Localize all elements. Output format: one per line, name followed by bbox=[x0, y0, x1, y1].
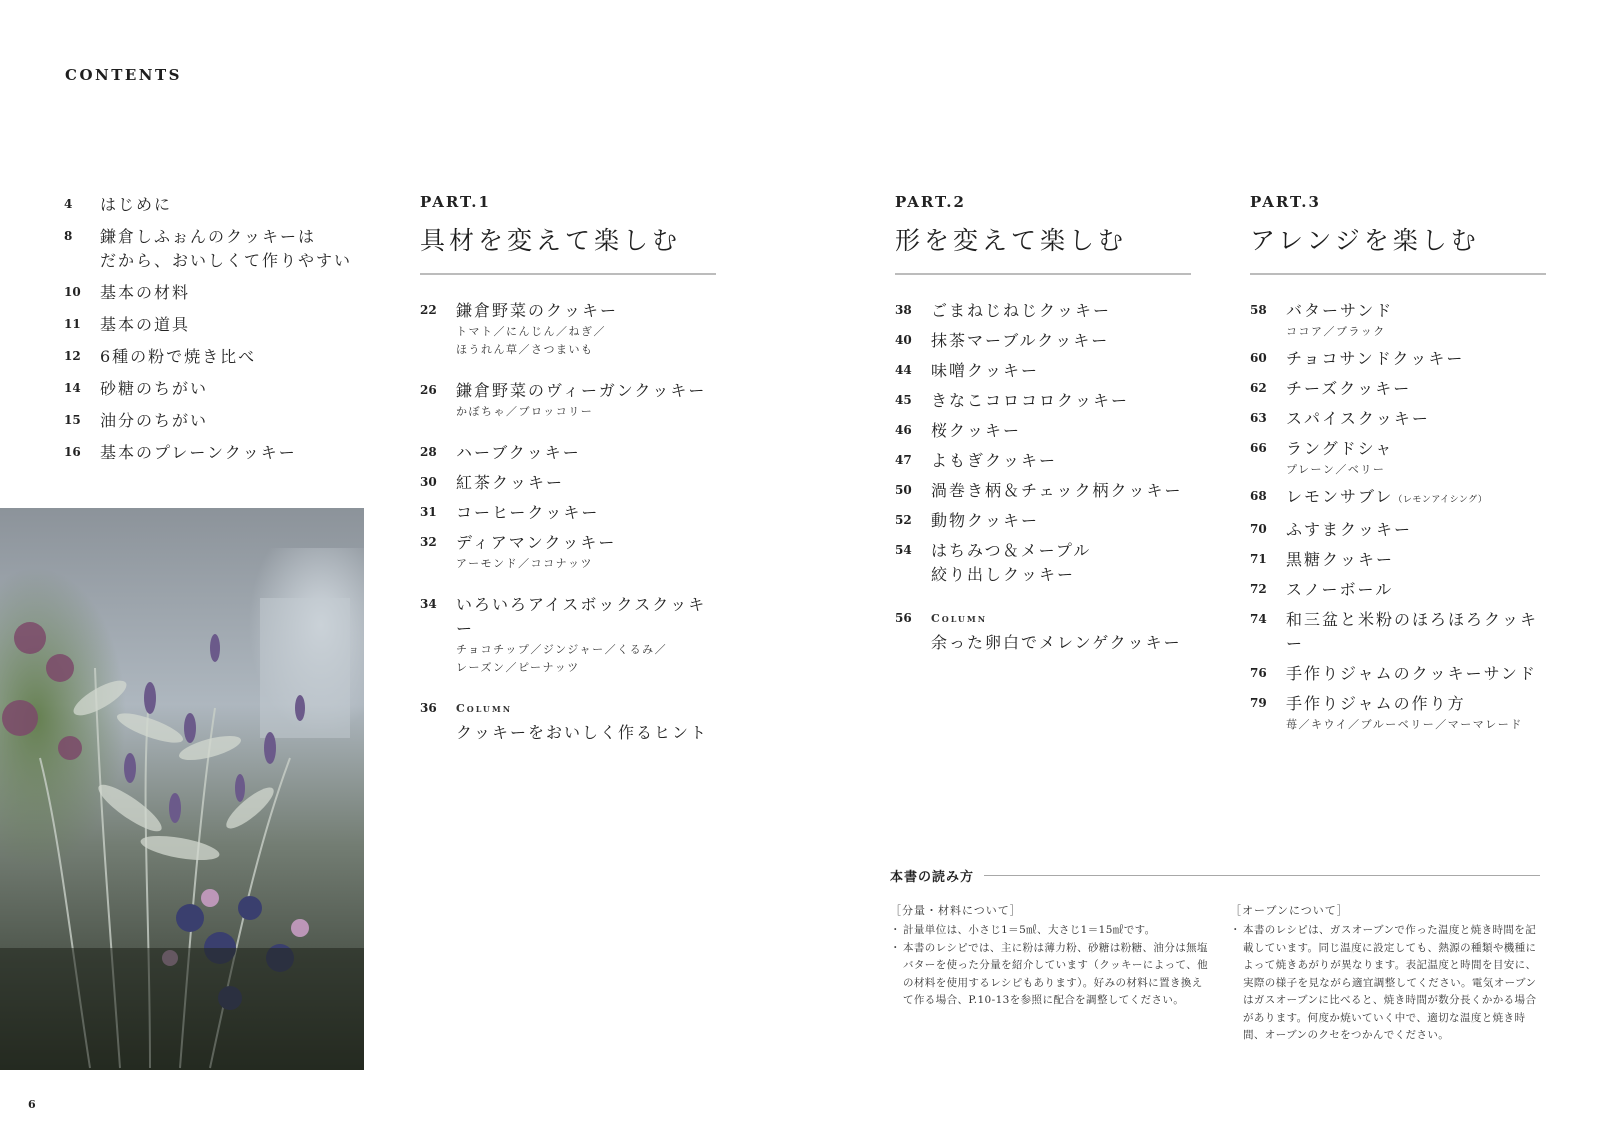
toc-page-number: 16 bbox=[64, 445, 81, 459]
toc-subtitle: 苺／キウイ／ブルーベリー／マーマレード bbox=[1286, 718, 1523, 731]
note-heading: ［分量・材料について］ bbox=[890, 904, 1022, 917]
toc-page-number: 45 bbox=[895, 393, 912, 407]
toc-title: ラングドシャ bbox=[1286, 439, 1394, 458]
part-divider bbox=[1250, 273, 1546, 275]
toc-page-number: 79 bbox=[1250, 696, 1267, 710]
page-title: CONTENTS bbox=[65, 66, 183, 84]
toc-entry[interactable] bbox=[1250, 608, 1550, 656]
toc-page-number: 46 bbox=[895, 423, 912, 437]
toc-entry[interactable] bbox=[420, 379, 720, 421]
toc-entry[interactable] bbox=[1250, 662, 1550, 686]
toc-page-number: 26 bbox=[420, 383, 437, 397]
intro-list bbox=[64, 193, 364, 473]
toc-title: よもぎクッキー bbox=[931, 451, 1058, 470]
part1-section bbox=[420, 193, 720, 751]
toc-title: 動物クッキー bbox=[931, 511, 1040, 530]
toc-page-number: 71 bbox=[1250, 552, 1267, 566]
toc-title: チーズクッキー bbox=[1286, 379, 1412, 398]
toc-title: はちみつ＆メープル bbox=[931, 541, 1092, 560]
toc-title: 基本の材料 bbox=[100, 283, 191, 302]
bullet-icon: ・ bbox=[890, 941, 901, 954]
toc-entry[interactable] bbox=[64, 225, 364, 273]
toc-entry[interactable] bbox=[895, 449, 1195, 473]
toc-page-number: 54 bbox=[895, 543, 912, 557]
toc-title: 抹茶マーブルクッキー bbox=[931, 331, 1110, 350]
toc-page-number: 32 bbox=[420, 535, 437, 549]
toc-title: 紅茶クッキー bbox=[456, 473, 565, 492]
toc-page-number: 56 bbox=[895, 611, 912, 625]
toc-title: はじめに bbox=[100, 195, 173, 214]
toc-page-number: 40 bbox=[895, 333, 912, 347]
toc-page-number: 52 bbox=[895, 513, 912, 527]
toc-page-number: 58 bbox=[1250, 303, 1267, 317]
part-divider bbox=[895, 273, 1191, 275]
toc-page-number: 4 bbox=[64, 197, 73, 211]
column-label: Column bbox=[931, 612, 988, 625]
toc-title: 鎌倉野菜のヴィーガンクッキー bbox=[456, 381, 707, 400]
note-item bbox=[890, 922, 1212, 940]
toc-subtitle: レーズン／ピーナッツ bbox=[456, 661, 580, 674]
toc-page-number: 36 bbox=[420, 701, 437, 715]
toc-title: 基本のプレーンクッキー bbox=[100, 443, 297, 462]
toc-title-line2: だから、おいしくて作りやすい bbox=[100, 251, 353, 270]
toc-title: いろいろアイスボックスクッキー bbox=[456, 595, 707, 638]
toc-title: ディアマンクッキー bbox=[456, 533, 617, 552]
note-item bbox=[1230, 922, 1540, 1045]
toc-entry[interactable] bbox=[1250, 347, 1550, 371]
toc-entry[interactable] bbox=[895, 539, 1195, 587]
part-label: PART.2 bbox=[895, 193, 966, 211]
toc-subtitle: ココア／ブラック bbox=[1286, 325, 1386, 338]
toc-page-number: 70 bbox=[1250, 522, 1267, 536]
toc-title: 黒糖クッキー bbox=[1286, 550, 1395, 569]
toc-title: 渦巻き柄＆チェック柄クッキー bbox=[931, 481, 1183, 500]
toc-entry[interactable] bbox=[64, 377, 364, 401]
toc-entry[interactable] bbox=[420, 299, 720, 359]
toc-entry[interactable] bbox=[420, 593, 720, 677]
toc-title: 6種の粉で焼き比べ bbox=[100, 347, 257, 366]
toc-entry[interactable] bbox=[895, 509, 1195, 533]
how-to-read-title: 本書の読み方 bbox=[890, 870, 975, 885]
note-text: 本書のレシピでは、主に粉は薄力粉、砂糖は粉糖、油分は無塩バターを使った分量を紹介しています（クッキーによって、他の材料を使用するレシピもあります）。好みの材料に置き換えて作る場合、P.10-13を参照に配合を調整してください。 bbox=[903, 941, 1208, 1006]
toc-entry[interactable] bbox=[1250, 299, 1550, 341]
toc-entry[interactable] bbox=[1250, 437, 1550, 479]
toc-title: ふすまクッキー bbox=[1286, 520, 1413, 539]
toc-entry[interactable] bbox=[64, 313, 364, 337]
toc-page-number: 72 bbox=[1250, 582, 1267, 596]
toc-page-number: 28 bbox=[420, 445, 437, 459]
toc-title: 味噌クッキー bbox=[931, 361, 1040, 380]
toc-page-number: 12 bbox=[64, 349, 81, 363]
toc-title: スノーボール bbox=[1286, 580, 1394, 599]
toc-title: クッキーをおいしく作るヒント bbox=[456, 723, 709, 742]
toc-page-number: 50 bbox=[895, 483, 912, 497]
toc-subtitle: トマト／にんじん／ねぎ／ bbox=[456, 325, 606, 338]
toc-page-number: 8 bbox=[64, 229, 73, 243]
part-title: アレンジを楽しむ bbox=[1250, 226, 1480, 255]
toc-column-entry[interactable] bbox=[420, 697, 720, 745]
toc-title: 鎌倉しふぉんのクッキーは bbox=[100, 227, 317, 246]
part3-section bbox=[1250, 193, 1550, 740]
toc-title: バターサンド bbox=[1286, 301, 1394, 320]
page-number: 6 bbox=[28, 1098, 36, 1111]
toc-title: ハーブクッキー bbox=[456, 443, 581, 462]
part-title: 具材を変えて楽しむ bbox=[420, 226, 682, 255]
toc-page-number: 74 bbox=[1250, 612, 1267, 626]
toc-page-number: 22 bbox=[420, 303, 437, 317]
toc-entry[interactable] bbox=[1250, 485, 1550, 512]
note-heading: ［オーブンについて］ bbox=[1230, 904, 1349, 917]
toc-entry[interactable] bbox=[895, 389, 1195, 413]
toc-subtitle: アーモンド／ココナッツ bbox=[456, 557, 593, 570]
flower-photo-illustration bbox=[0, 508, 364, 1070]
toc-entry[interactable] bbox=[64, 409, 364, 433]
toc-column-entry[interactable] bbox=[895, 607, 1195, 655]
toc-entry[interactable] bbox=[64, 281, 364, 305]
toc-entry[interactable] bbox=[64, 441, 364, 465]
toc-entry[interactable] bbox=[1250, 518, 1550, 542]
toc-page-number: 63 bbox=[1250, 411, 1267, 425]
toc-title bbox=[1286, 485, 1487, 512]
toc-page-number: 60 bbox=[1250, 351, 1267, 365]
toc-page-number: 68 bbox=[1250, 489, 1267, 503]
how-to-read-section bbox=[890, 866, 1540, 1041]
toc-page-number: 76 bbox=[1250, 666, 1267, 680]
toc-title: 余った卵白でメレンゲクッキー bbox=[931, 633, 1182, 652]
toc-page-number: 30 bbox=[420, 475, 437, 489]
toc-subtitle: チョコチップ／ジンジャー／くるみ／ bbox=[456, 643, 668, 656]
toc-entry[interactable] bbox=[420, 441, 720, 465]
toc-title-text: レモンサブレ bbox=[1286, 487, 1394, 506]
toc-page-number: 47 bbox=[895, 453, 912, 467]
toc-title: 手作りジャムの作り方 bbox=[1286, 694, 1466, 713]
how-to-read-divider bbox=[984, 875, 1540, 876]
note-item bbox=[890, 940, 1212, 1010]
toc-title: 桜クッキー bbox=[931, 421, 1022, 440]
toc-title: 基本の道具 bbox=[100, 315, 191, 334]
toc-title: 手作りジャムのクッキーサンド bbox=[1286, 664, 1537, 683]
toc-page-number: 44 bbox=[895, 363, 912, 377]
toc-entry[interactable] bbox=[420, 471, 720, 495]
toc-page-number: 34 bbox=[420, 597, 437, 611]
toc-page-number: 31 bbox=[420, 505, 437, 519]
toc-entry[interactable] bbox=[895, 359, 1195, 383]
toc-title: スパイスクッキー bbox=[1286, 409, 1430, 428]
lavender-flower-photo bbox=[0, 508, 364, 1070]
toc-page-number: 62 bbox=[1250, 381, 1267, 395]
part-divider bbox=[420, 273, 716, 275]
toc-entry[interactable] bbox=[895, 479, 1195, 503]
toc-title: 和三盆と米粉のほろほろクッキー bbox=[1286, 610, 1539, 653]
toc-entry[interactable] bbox=[895, 419, 1195, 443]
note-text: 計量単位は、小さじ1＝5㎖、大さじ1＝15㎖です。 bbox=[903, 924, 1156, 936]
toc-title: 鎌倉野菜のクッキー bbox=[456, 301, 619, 320]
toc-subtitle: かぼちゃ／ブロッコリー bbox=[456, 405, 594, 418]
toc-entry[interactable] bbox=[895, 329, 1195, 353]
toc-title-line2: 絞り出しクッキー bbox=[931, 565, 1076, 584]
note-text: 本書のレシピは、ガスオーブンで作った温度と焼き時間を記載しています。同じ温度に設定しても、熱源の種類や機種によって焼きあがりが異なります。表記温度と時間を目安に、実際の様子を見ながら適宜調整してください。電気オーブンはガスオーブンに比べると、焼き時間が数分長くかかる場合があります。何度か焼いていく中で、適切な温度と焼き時間、オーブンのクセをつかんでください。 bbox=[1243, 924, 1537, 1041]
notes-oven bbox=[1230, 902, 1540, 1045]
part-label: PART.3 bbox=[1250, 193, 1321, 211]
toc-entry[interactable] bbox=[420, 531, 720, 573]
column-label: Column bbox=[456, 702, 513, 715]
notes-quantity bbox=[890, 902, 1212, 1010]
toc-entry[interactable] bbox=[64, 345, 364, 369]
toc-entry[interactable] bbox=[1250, 377, 1550, 401]
part-label: PART.1 bbox=[420, 193, 491, 211]
toc-subtitle: プレーン／ベリー bbox=[1286, 463, 1386, 476]
toc-title: きなこコロコロクッキー bbox=[931, 391, 1130, 410]
toc-title: ごまねじねじクッキー bbox=[931, 301, 1112, 320]
part-title: 形を変えて楽しむ bbox=[895, 226, 1128, 255]
toc-title: コーヒークッキー bbox=[456, 503, 600, 522]
toc-entry[interactable] bbox=[895, 299, 1195, 323]
toc-title: チョコサンドクッキー bbox=[1286, 349, 1465, 368]
toc-page-number: 66 bbox=[1250, 441, 1267, 455]
toc-subtitle: ほうれん草／さつまいも bbox=[456, 343, 594, 356]
toc-entry[interactable] bbox=[420, 501, 720, 525]
toc-entry[interactable] bbox=[64, 193, 364, 217]
toc-page-number: 15 bbox=[64, 413, 81, 427]
toc-entry[interactable] bbox=[1250, 548, 1550, 572]
toc-page-number: 10 bbox=[64, 285, 81, 299]
toc-page-number: 11 bbox=[64, 317, 81, 331]
toc-title: 油分のちがい bbox=[100, 411, 209, 430]
part2-section bbox=[895, 193, 1195, 661]
bullet-icon: ・ bbox=[1230, 924, 1241, 936]
toc-title: 砂糖のちがい bbox=[100, 379, 209, 398]
bullet-icon: ・ bbox=[890, 924, 901, 936]
toc-entry[interactable] bbox=[1250, 692, 1550, 734]
toc-entry[interactable] bbox=[1250, 407, 1550, 431]
toc-title-note: （レモンアイシング） bbox=[1393, 495, 1488, 505]
toc-page-number: 38 bbox=[895, 303, 912, 317]
toc-entry[interactable] bbox=[1250, 578, 1550, 602]
toc-page-number: 14 bbox=[64, 381, 81, 395]
